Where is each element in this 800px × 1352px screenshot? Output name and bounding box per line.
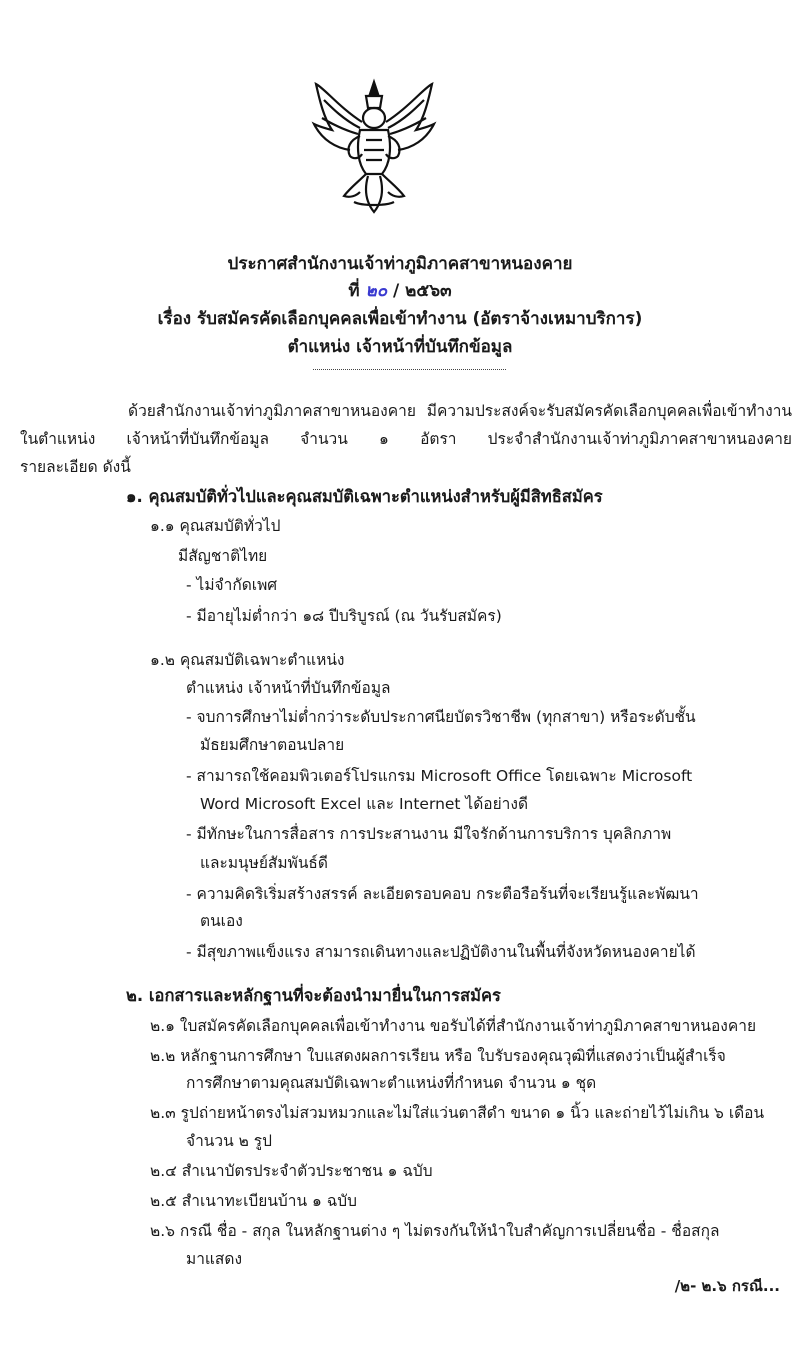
section-2-item: มาแสดง bbox=[186, 1250, 243, 1268]
number-prefix: ที่ bbox=[348, 281, 360, 301]
intro-line-3: รายละเอียด ดังนี้ bbox=[20, 458, 131, 476]
section-1-1-line: มีสัญชาติไทย bbox=[178, 547, 268, 565]
section-1-title: ๑. คุณสมบัติทั่วไปและคุณสมบัติเฉพาะตำแหน่งสำหรับผู้มีสิทธิสมัคร bbox=[126, 487, 603, 506]
section-1-1-title: ๑.๑ คุณสมบัติทั่วไป bbox=[150, 517, 281, 535]
section-1-2-title: ๑.๒ คุณสมบัติเฉพาะตำแหน่ง bbox=[150, 651, 345, 669]
section-1-2-item: มัธยมศึกษาตอนปลาย bbox=[200, 736, 345, 754]
section-1-2-item: - จบการศึกษาไม่ต่ำกว่าระดับประกาศนียบัตรวิชาชีพ (ทุกสาขา) หรือระดับชั้น bbox=[186, 708, 696, 726]
section-1-2-item: - มีทักษะในการสื่อสาร การประสานงาน มีใจรักด้านการบริการ บุคลิกภาพ bbox=[186, 825, 672, 843]
section-2-item: ๒.๖ กรณี ชื่อ - สกุล ในหลักฐานต่าง ๆ ไม่ตรงกันให้นำใบสำคัญการเปลี่ยนชื่อ - ชื่อสกุล bbox=[150, 1222, 720, 1240]
section-1-2-item: และมนุษย์สัมพันธ์ดี bbox=[200, 854, 328, 872]
section-2-item: ๒.๓ รูปถ่ายหน้าตรงไม่สวมหมวกและไม่ใส่แว่นตาสีดำ ขนาด ๑ นิ้ว และถ่ายไว้ไม่เกิน ๖ เดือน bbox=[150, 1104, 765, 1122]
section-1-1-line: - ไม่จำกัดเพศ bbox=[186, 576, 278, 594]
section-2-item: ๒.๔ สำเนาบัตรประจำตัวประชาชน ๑ ฉบับ bbox=[150, 1162, 433, 1180]
section-2-item: การศึกษาตามคุณสมบัติเฉพาะตำแหน่งที่กำหนด จำนวน ๑ ชุด bbox=[186, 1074, 597, 1092]
section-2-item: ๒.๑ ใบสมัครคัดเลือกบุคคลเพื่อเข้าทำงาน ขอรับได้ที่สำนักงานเจ้าท่าภูมิภาคสาขาหนองคาย bbox=[150, 1017, 757, 1035]
garuda-emblem-icon bbox=[310, 78, 438, 218]
separator-dotted-line bbox=[313, 369, 506, 370]
announcement-number bbox=[0, 279, 800, 303]
section-1-2-item: - มีสุขภาพแข็งแรง สามารถเดินทางและปฏิบัติงานในพื้นที่จังหวัดหนองคายได้ bbox=[186, 943, 696, 961]
announcement-position: ตำแหน่ง เจ้าหน้าที่บันทึกข้อมูล bbox=[287, 337, 513, 357]
announcement-title: ประกาศสำนักงานเจ้าท่าภูมิภาคสาขาหนองคาย bbox=[227, 254, 573, 274]
intro-line-2: ในตำแหน่ง เจ้าหน้าที่บันทึกข้อมูล จำนวน ๑ อัตรา ประจำสำนักงานเจ้าท่าภูมิภาคสาขาหนองคาย bbox=[20, 430, 792, 448]
page-continuation: /๒- ๒.๖ กรณี... bbox=[674, 1277, 780, 1295]
section-1-1-line: - มีอายุไม่ต่ำกว่า ๑๘ ปีบริบูรณ์ (ณ วันรับสมัคร) bbox=[186, 607, 502, 625]
number-year: / ๒๕๖๓ bbox=[393, 281, 452, 301]
section-2-item: ๒.๕ สำเนาทะเบียนบ้าน ๑ ฉบับ bbox=[150, 1192, 357, 1210]
section-1-2-item: Word Microsoft Excel และ Internet ได้อย่างดี bbox=[200, 795, 529, 813]
section-2-item: จำนวน ๒ รูป bbox=[186, 1132, 272, 1150]
section-2-title: ๒. เอกสารและหลักฐานที่จะต้องนำมายื่นในการสมัคร bbox=[126, 986, 501, 1005]
section-1-2-position: ตำแหน่ง เจ้าหน้าที่บันทึกข้อมูล bbox=[186, 679, 391, 697]
announcement-subject: เรื่อง รับสมัครคัดเลือกบุคคลเพื่อเข้าทำงาน (อัตราจ้างเหมาบริการ) bbox=[157, 309, 643, 329]
section-2-item: ๒.๒ หลักฐานการศึกษา ใบแสดงผลการเรียน หรือ ใบรับรองคุณวุฒิที่แสดงว่าเป็นผู้สำเร็จ bbox=[150, 1047, 726, 1065]
section-1-2-item: ตนเอง bbox=[200, 912, 243, 930]
intro-line-1: ด้วยสำนักงานเจ้าท่าภูมิภาคสาขาหนองคาย มีความประสงค์จะรับสมัครคัดเลือกบุคคลเพื่อเข้าทำงาน bbox=[128, 402, 792, 420]
handwritten-number: ๒๐ bbox=[365, 281, 388, 301]
section-1-2-item: - ความคิดริเริ่มสร้างสรรค์ ละเอียดรอบคอบ กระตือรือร้นที่จะเรียนรู้และพัฒนา bbox=[186, 885, 699, 903]
section-1-2-item: - สามารถใช้คอมพิวเตอร์โปรแกรม Microsoft Office โดยเฉพาะ Microsoft bbox=[186, 767, 693, 785]
